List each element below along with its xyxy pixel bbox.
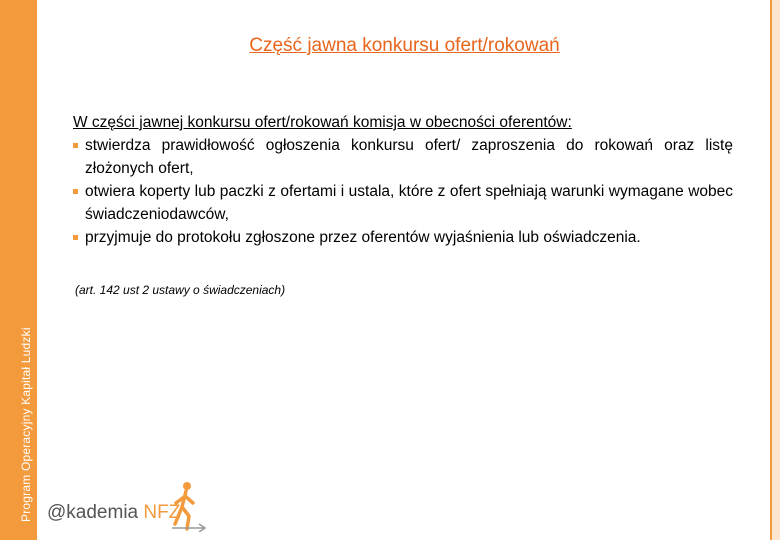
- logo-prefix: @kademia: [47, 502, 139, 523]
- legal-reference: (art. 142 ust 2 ustawy o świadczeniach): [75, 283, 286, 297]
- akademia-nfz-logo: [45, 478, 215, 533]
- bullet-square-icon: [73, 235, 78, 240]
- logo-suffix: NFZ: [143, 502, 181, 523]
- slide-frame: [37, 0, 772, 540]
- sidebar-band: [0, 0, 37, 540]
- list-item: [73, 180, 733, 226]
- right-edge-band: [772, 0, 780, 540]
- logo-wordmark: [47, 502, 180, 524]
- list-item: [73, 134, 733, 180]
- walking-figure-icon: [167, 480, 209, 532]
- list-item: [73, 226, 733, 249]
- program-label: Program Operacyjny Kapitał Ludzki: [19, 327, 33, 522]
- bullet-text: otwiera koperty lub paczki z ofertami i ustala, które z ofert spełniają warunki wymagane wobec świadczeniodawców,: [85, 183, 733, 223]
- bullet-text: przyjmuje do protokołu zgłoszone przez oferentów wyjaśnienia lub oświadczenia.: [85, 229, 641, 246]
- slide-title: Część jawna konkursu ofert/rokowań: [249, 35, 560, 56]
- bullet-square-icon: [73, 189, 78, 194]
- slide-body: [73, 111, 733, 249]
- bullet-square-icon: [73, 143, 78, 148]
- lead-sentence: W części jawnej konkursu ofert/rokowań komisja w obecności oferentów:: [73, 114, 572, 131]
- bullet-text: stwierdza prawidłowość ogłoszenia konkursu ofert/ zaproszenia do rokowań oraz listę złożonych ofert,: [85, 137, 733, 177]
